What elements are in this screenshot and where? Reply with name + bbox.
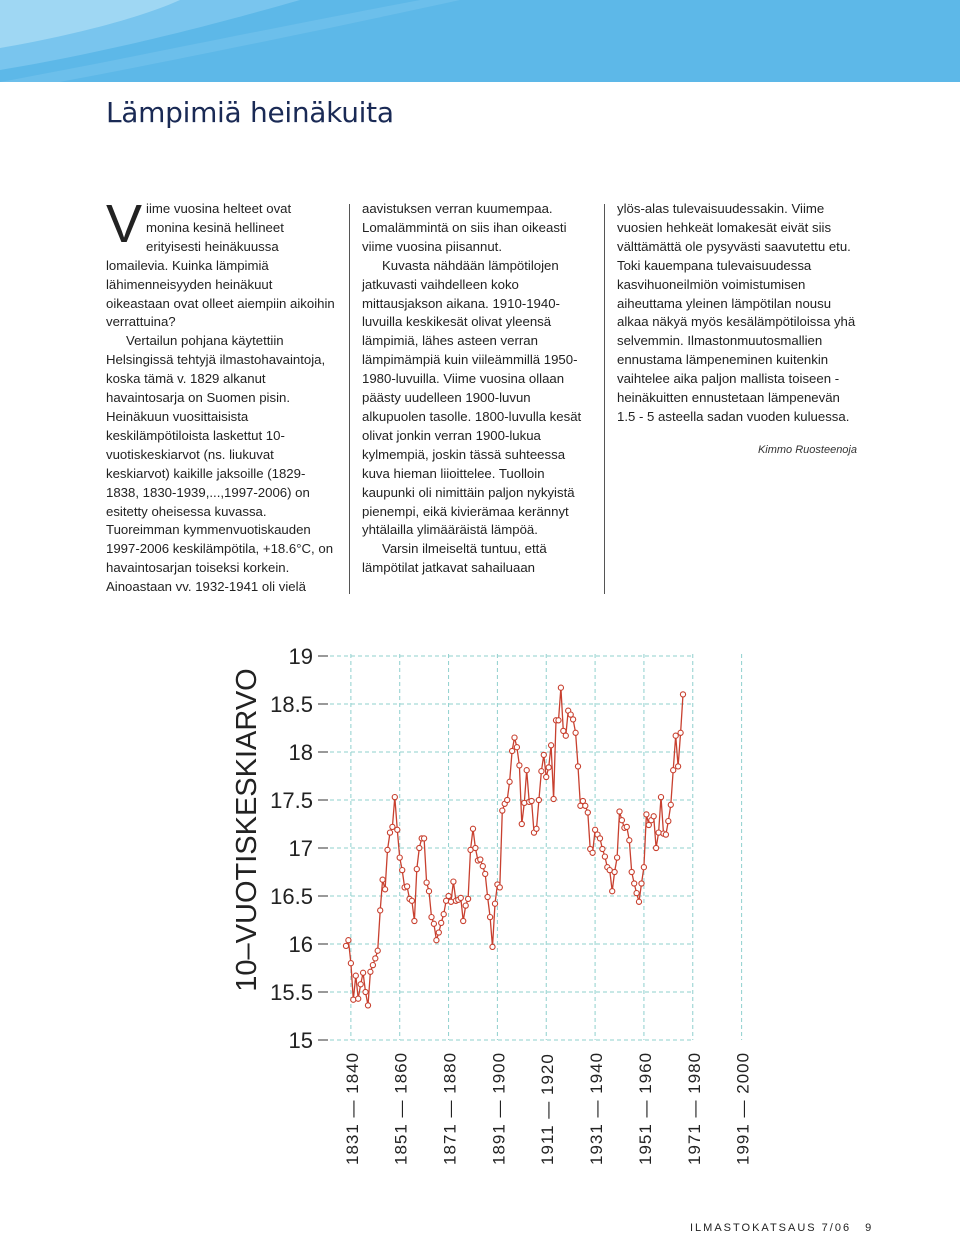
data-point — [436, 930, 441, 935]
data-point — [615, 855, 620, 860]
header-banner — [0, 0, 960, 82]
y-tick-label: 19 — [288, 644, 313, 669]
data-point — [412, 918, 417, 923]
y-tick-label: 17 — [288, 836, 313, 861]
paragraph-intro — [106, 194, 338, 332]
data-point — [627, 838, 632, 843]
data-point — [461, 918, 466, 923]
data-point — [392, 795, 397, 800]
y-tick-label: 15.5 — [270, 980, 313, 1005]
page-title: Lämpimiä heinäkuita — [106, 96, 394, 129]
paragraph-variation: Kuvasta nähdään lämpötilojen jatkuvasti vaihdelleen koko mittausjakson aikana. 1910-1940-luvuilla keskikesät olivat yleensä lämpimiä, lähes asteen verran lämpimämpiä kuin viileämmillä 1950-1980-luvuilla. Viime vuosina ollaan päästy uudelleen 1900-luvun alkupuolen tasolle. 1800-luvulla kesät olivat jonkin verran 1900-lukua kylmempiä, joskin tässä suhteessa kuva hieman liioittelee. Tuolloin kaupunki oli nimittäin paljon nykyistä pienempi, eikä kivierämaa kerännyt yhtälailla ylimääräistä lämpöä. — [362, 257, 582, 538]
publication-name: ILMASTOKATSAUS 7/06 — [690, 1222, 852, 1234]
x-tick-label: 1991 — 2000 — [733, 1051, 753, 1165]
data-point — [446, 893, 451, 898]
data-point — [373, 956, 378, 961]
data-point — [368, 969, 373, 974]
data-point — [353, 973, 358, 978]
data-point — [422, 836, 427, 841]
data-point — [429, 915, 434, 920]
data-point — [409, 898, 414, 903]
data-point — [571, 717, 576, 722]
data-point — [488, 915, 493, 920]
data-point — [439, 920, 444, 925]
page-number: 9 — [865, 1222, 874, 1234]
data-point — [634, 891, 639, 896]
data-point — [507, 779, 512, 784]
data-point — [500, 808, 505, 813]
data-point — [473, 845, 478, 850]
data-point — [512, 735, 517, 740]
data-point — [497, 885, 502, 890]
data-point — [590, 850, 595, 855]
y-tick-label: 16 — [288, 932, 313, 957]
data-point — [390, 824, 395, 829]
data-point — [414, 867, 419, 872]
y-axis-label: 10–VUOTISKESKIARVO — [231, 668, 263, 992]
data-point — [378, 908, 383, 913]
data-point — [639, 881, 644, 886]
data-point — [651, 814, 656, 819]
data-point — [509, 748, 514, 753]
data-point — [668, 802, 673, 807]
data-point — [483, 871, 488, 876]
data-point — [539, 769, 544, 774]
data-point — [663, 832, 668, 837]
chart-grid — [330, 654, 742, 1040]
data-point — [434, 938, 439, 943]
x-tick-label: 1871 — 1880 — [440, 1051, 460, 1165]
series-points — [343, 685, 685, 1008]
data-point — [656, 830, 661, 835]
data-point — [480, 864, 485, 869]
data-point — [673, 733, 678, 738]
x-tick-label: 1891 — 1900 — [489, 1051, 509, 1165]
y-tick-label: 18 — [288, 740, 313, 765]
x-tick-label: 1851 — 1860 — [391, 1051, 411, 1165]
data-point — [671, 768, 676, 773]
data-point — [451, 879, 456, 884]
data-point — [602, 854, 607, 859]
data-point — [463, 903, 468, 908]
data-point — [363, 989, 368, 994]
data-point — [348, 961, 353, 966]
data-point — [395, 827, 400, 832]
y-axis-ticks — [270, 644, 328, 1053]
data-point — [424, 880, 429, 885]
paragraph-method: Vertailun pohjana käytettiin Helsingissä tehtyjä ilmastohavaintoja, koska tämä v. 1829 alkanut havaintosarja on Suomen pisin. Heinäkuun vuosittaisista keskilämpötiloista laskettut 10-vuotiskeskiarvot (ns. liukuvat keskiarvot) kaikille jaksoille (1829-1838, 1830-1939,...,1997-2006) on esitetty oheisessa kuvassa. Tuoreimman kymmenvuotiskauden 1997-2006 keskilämpötila, +18.6°C, on havaintosarjan toiseksi korkein. Ainoastaan vv. 1932-1941 oli vielä — [106, 333, 334, 595]
paragraph-future: ylös-alas tulevaisuudessakin. Viime vuosien hehkeät lomakesät eivät siis välttämättä ole pysyvästi saavutettu etu. Toki kauempana tulevaisuudessa kasvihuoneilmiön voimistumisen aiheuttama yleinen lämpötilan nousu alkaa näkyä myös kesälämpötiloissa yhä selvemmin. Ilmastonmuutosmallien ennustama lämpeneminen kuitenkin vaihtelee aika paljon mallista toiseen - heinäkuitten ennustetaan lämpenevän 1.5 - 5 asteella sadan vuoden kuluessa. — [617, 201, 856, 424]
data-point — [619, 818, 624, 823]
data-point — [346, 938, 351, 943]
data-point — [546, 765, 551, 770]
data-point — [678, 730, 683, 735]
y-tick-label: 18.5 — [270, 692, 313, 717]
data-point — [551, 796, 556, 801]
x-axis-ticks — [343, 1052, 753, 1165]
data-point — [458, 895, 463, 900]
data-point — [361, 970, 366, 975]
data-point — [583, 803, 588, 808]
y-tick-label: 16.5 — [270, 884, 313, 909]
data-point — [485, 894, 490, 899]
y-tick-label: 15 — [288, 1028, 313, 1053]
data-point — [641, 865, 646, 870]
data-point — [558, 685, 563, 690]
data-point — [632, 881, 637, 886]
paragraph-outlook: Varsin ilmeiseltä tuntuu, että lämpötilat jatkavat sahailuaan — [362, 541, 547, 576]
data-point — [505, 797, 510, 802]
data-point — [375, 948, 380, 953]
data-point — [358, 982, 363, 987]
data-point — [478, 857, 483, 862]
data-point — [492, 901, 497, 906]
data-point — [517, 763, 522, 768]
data-point — [644, 812, 649, 817]
paragraph-intro-text: iime vuosina helteet ovat monina kesinä hellineet erityisesti heinäkuussa lomailevia. Kuinka lämpimiä lähimenneisyyden heinäkuut oikeastaan ovat olleet aiempiin aikoihin verrattuina? — [106, 201, 335, 330]
banner-wave-graphic — [0, 0, 960, 82]
author-signature: Kimmo Ruosteenoja — [757, 443, 857, 456]
data-point — [383, 887, 388, 892]
x-tick-label: 1831 — 1840 — [342, 1051, 362, 1165]
data-point — [380, 877, 385, 882]
data-point — [466, 896, 471, 901]
data-point — [575, 764, 580, 769]
drop-cap: V — [106, 194, 143, 254]
data-point — [534, 826, 539, 831]
data-point — [370, 963, 375, 968]
data-point — [536, 797, 541, 802]
data-point — [544, 774, 549, 779]
data-point — [524, 768, 529, 773]
y-tick-label: 17.5 — [270, 788, 313, 813]
data-point — [448, 899, 453, 904]
temperature-chart — [0, 620, 960, 1180]
data-point — [666, 819, 671, 824]
data-point — [343, 943, 348, 948]
data-point — [397, 855, 402, 860]
x-tick-label: 1931 — 1940 — [587, 1051, 607, 1165]
data-point — [541, 752, 546, 757]
data-point — [629, 869, 634, 874]
data-point — [529, 798, 534, 803]
data-point — [612, 869, 617, 874]
data-point — [556, 718, 561, 723]
data-point — [351, 997, 356, 1002]
data-point — [385, 847, 390, 852]
data-point — [514, 745, 519, 750]
x-tick-label: 1951 — 1960 — [635, 1051, 655, 1165]
data-point — [417, 845, 422, 850]
data-point — [600, 846, 605, 851]
data-point — [522, 800, 527, 805]
data-point — [441, 912, 446, 917]
data-point — [654, 845, 659, 850]
data-point — [624, 824, 629, 829]
data-point — [426, 889, 431, 894]
data-point — [387, 830, 392, 835]
data-point — [519, 821, 524, 826]
paragraph-continuation: aavistuksen verran kuumempaa. Lomalämmintä on siis ihan oikeasti viime vuosina piisannut. — [362, 201, 567, 254]
data-point — [617, 809, 622, 814]
column-divider — [349, 204, 350, 594]
data-point — [470, 826, 475, 831]
data-point — [431, 921, 436, 926]
article-column-1 — [106, 194, 338, 597]
data-point — [610, 889, 615, 894]
data-point — [365, 1003, 370, 1008]
data-point — [549, 743, 554, 748]
data-point — [400, 868, 405, 873]
data-point — [676, 764, 681, 769]
x-tick-label: 1971 — 1980 — [684, 1051, 704, 1165]
data-point — [658, 795, 663, 800]
data-point — [356, 996, 361, 1001]
x-tick-label: 1911 — 1920 — [538, 1053, 558, 1165]
column-divider — [604, 204, 605, 594]
article-column-3 — [617, 200, 857, 460]
data-point — [573, 730, 578, 735]
page-footer — [690, 1222, 873, 1234]
data-point — [585, 810, 590, 815]
data-point — [680, 692, 685, 697]
data-point — [597, 836, 602, 841]
data-point — [636, 899, 641, 904]
data-point — [405, 884, 410, 889]
data-point — [563, 733, 568, 738]
data-point — [490, 944, 495, 949]
article-column-2 — [362, 200, 594, 578]
